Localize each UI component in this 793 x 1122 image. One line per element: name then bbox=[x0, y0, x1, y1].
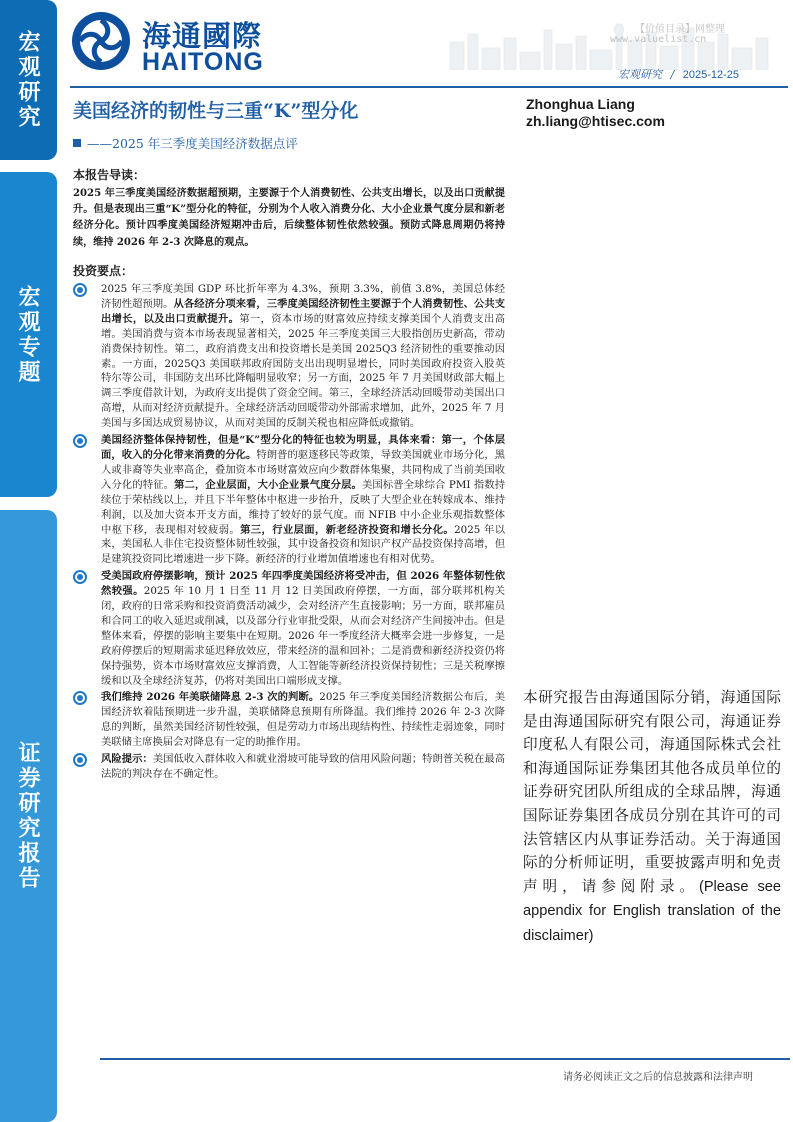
report-category: 宏观研究 bbox=[618, 68, 662, 81]
investment-heading: 投资要点： bbox=[73, 264, 134, 278]
investment-points bbox=[73, 282, 505, 784]
haitong-logo-icon bbox=[70, 10, 132, 72]
report-meta bbox=[618, 66, 739, 82]
guide-heading: 本报告导读： bbox=[73, 168, 146, 182]
report-subtitle bbox=[73, 134, 298, 152]
footer-notice: 请务必阅读正文之后的信息披露和法律声明 bbox=[563, 1072, 753, 1083]
haitong-logo bbox=[70, 10, 310, 78]
author-name: Zhonghua Liang bbox=[526, 96, 635, 112]
report-date: 2025-12-25 bbox=[682, 69, 739, 81]
bullet-circle-icon bbox=[73, 570, 87, 584]
list-item: 美国经济整体保持韧性，但是“K”型分化的特征也较为明显，具体来看：第一，个体层面，收入的分化带来消费的分化。特朗普的驱逐移民等政策，导致美国就业市场分化，黑人或非裔等失业率高企，叠加资本市场财富效应向少数群体集聚，共同构成了当前美国收入分化的特征。第二，企业层面，大小企业景气度分层。美国标普全球综合 PMI 指数持续位于荣枯线以上，并且下半年整体中枢进一步抬升，反映了大型企业在转嫁成本、维持利润，以及加大资本开支方面，维持了较好的景气度。而 NFIB 中小企业乐观指数整体中枢下移，表现相对较疲弱。第三，行业层面，新老经济投资和增长分化。2025 年以来，美国私人非住宅投资整体韧性较强，其中设备投资和知识产权产品投资保持高增，但是建筑投资同比增速进一步下降。新经济的行业增加值增速也有相对优势。 bbox=[73, 433, 505, 567]
report-subtitle-text: ——2025 年三季度美国经济数据点评 bbox=[87, 136, 298, 151]
footer-divider bbox=[100, 1058, 790, 1060]
guide-text: 2025 年三季度美国经济数据超预期，主要源于个人消费韧性、公共支出增长，以及出口贡献提升。但是表现出三重“K”型分化的特征，分别为个人收入消费分化、大小企业景气度分层和新老经济分化。预计四季度美国经济短期冲击后，后续整体韧性依然较强。预防式降息周期仍将持续，维持 2026 年 2-3 次降息的观点。 bbox=[73, 188, 505, 248]
report-title: 美国经济的韧性与三重“K”型分化 bbox=[73, 100, 359, 122]
logo-text-en: HAITONG bbox=[142, 48, 264, 76]
bullet-circle-icon bbox=[73, 283, 87, 297]
bullet-circle-icon bbox=[73, 753, 87, 767]
disclaimer-cn: 本研究报告由海通国际分销，海通国际是由海通国际研究有限公司，海通证券印度私人有限公司，海通国际株式会社和海通国际证券集团其他各成员单位的证券研究团队所组成的全球品牌，海通国际证券集团各成员分别在其许可的司法管辖区内从事证券活动。关于海通国际的分析师证明，重要披露声明和免责声明，请参阅附录。 bbox=[523, 689, 781, 895]
sidebar-section-securities-report: 证券研究报告 bbox=[0, 510, 57, 1122]
disclaimer-en: (Please see appendix for English translation of the disclaimer) bbox=[523, 878, 781, 944]
bullet-circle-icon bbox=[73, 434, 87, 448]
disclaimer bbox=[523, 686, 781, 949]
list-item: 风险提示：美国低收入群体收入和就业滑坡可能导致的信用风险问题；特朗普关税在最高法院的判决存在不确定性。 bbox=[73, 752, 505, 782]
watermark-url: www.valuelist.cn bbox=[610, 34, 707, 45]
square-bullet-icon bbox=[73, 139, 81, 147]
watermark-text: 【价值目录】网整理 bbox=[635, 24, 725, 35]
sidebar bbox=[0, 0, 57, 1122]
header-divider bbox=[70, 86, 788, 88]
author-email[interactable]: zh.liang@htisec.com bbox=[526, 113, 665, 129]
list-item: 我们维持 2026 年美联储降息 2-3 次的判断。2025 年三季度美国经济数据公布后，美国经济软着陆预期进一步升温，美联储降息预期有所降温。我们维持 2026 年 2-3 次降息的判断，虽然美国经济韧性较强，但是劳动力市场出现结构性、持续性走弱迹象，同时美联储主席换届会对降息有一定的助推作用。 bbox=[73, 690, 505, 750]
list-item: 受美国政府停摆影响，预计 2025 年四季度美国经济将受冲击，但 2026 年整体韧性依然较强。2025 年 10 月 1 日至 11 月 12 日美国政府停摆，一方面，部分联邦机构关闭，政府的日常采购和投资消费活动减少，会对经济产生直接影响；另一方面，联邦雇员和合同工的收入延迟或削减，以及部分行业审批受限，从而会对经济产生间接冲击。但是整体来看，停摆的影响主要集中在短期。2026 年一季度经济大概率会进一步修复，一是政府停摆后的短期需求延迟释放效应，带来经济的温和回补；二是消费和新经济投资仍将保持强势，资本市场财富效应支撑消费，人工智能等新经济投资保持韧性；三是关税摩擦缓和以及全球经济复苏，仍将对美国出口端形成支撑。 bbox=[73, 569, 505, 688]
watermark bbox=[430, 8, 790, 70]
sidebar-section-macro-topic: 宏观专题 bbox=[0, 172, 57, 497]
list-item: 2025 年三季度美国 GDP 环比折年率为 4.3%，预期 3.3%，前值 3.8%，美国总体经济韧性超预期。从各经济分项来看，三季度美国经济韧性主要源于个人消费韧性、公共支出增长，以及出口贡献提升。第一，资本市场的财富效应持续支撑美国个人消费支出高增。美国消费与资本市场表现显著相关，2025 年三季度美国三大股指创历史新高，带动消费保持韧性。第二，政府消费支出和投资增长是美国 2025Q3 经济韧性的重要推动因素。一方面，2025Q3 美国联邦政府国防支出出现明显增长，同时美国政府投资入股英特尔等公司，非国防支出环比降幅明显收窄；另一方面，2025 年 7 月美国财政部大幅上调三季度借款计划，为政府支出提供了资金空间。第三，全球经济活动回暖带动美国出口高增，从而对经济贡献提升。全球经济活动回暖带动外部需求增加，此外，2025 年 7 月美国与多国达成贸易协议，从而对美国的反制关税也相应降低或撤销。 bbox=[73, 282, 505, 431]
meta-separator: / bbox=[670, 68, 675, 81]
logo-text-cn: 海通國際 bbox=[142, 19, 263, 53]
sidebar-section-macro-research: 宏观研究 bbox=[0, 0, 57, 160]
bullet-circle-icon bbox=[73, 691, 87, 705]
